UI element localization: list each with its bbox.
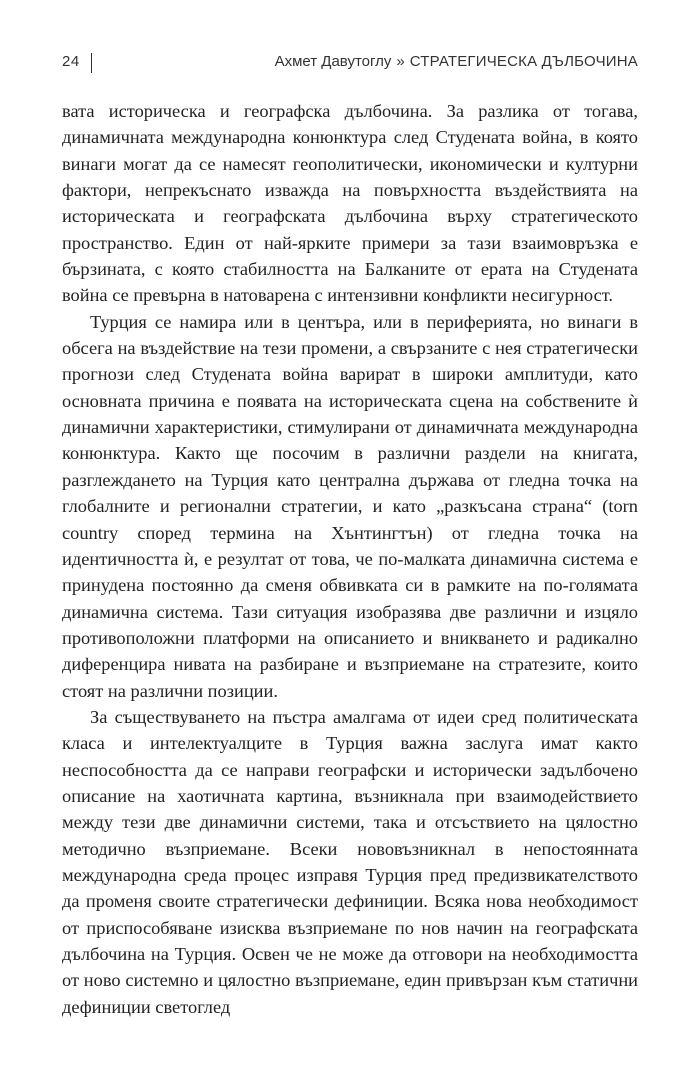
paragraph-continuation: вата историческа и географска дълбочина. За разлика от тогава, динамичната международна конюнктура след Студената война, в която винаги могат да се намесят геополитически, икономически и културни фактори, непрекъснато изважда на повърхността въздействията на историческата и географската дълбочина върху стратегическото пространство. Един от най-ярките примери за тази взаимовръзка е бързината, с която стабилността на Балканите от ерата на Студената война се превърна в натоварена с интензивни конфликти несигурност. [62,101,638,306]
header-author: Ахмет Давутоглу [274,53,392,70]
page-number: 24 [62,53,80,70]
paragraph: За съществуването на пъстра амалгама от идеи сред политическата класа и интелектуалците в Турция важна заслуга имат както неспособността да се направи географски и исторически задълбочено описание на хаотичната картина, възникнала при взаимодействието между тези две динамични системи, така и отсъствието на цялостно методично възприемане. Всеки нововъзникнал в непостоянната международна среда процес изправя Турция пред предизвикателството да променя своите стратегически дефиниции. Всяка нова необходимост от приспособяване изисква възприемане по нов начин на географската дълбочина на Турция. Освен че не може да отговори на необходимостта от ново системно и цялостно възприемане, един привързан към статични дефиниции светоглед [62,706,638,1017]
body-text [62,98,638,1020]
header-book-title: СТРАТЕГИЧЕСКА ДЪЛБОЧИНА [409,53,638,70]
header-separator: » [396,53,405,70]
header-text [275,53,638,70]
paragraph: Турция се намира или в центъра, или в периферията, но винаги в обсега на въздействие на тези промени, а свързаните с нея стратегически прогнози след Студената война варират в широки амплитуди, като основната причина е появата на историческата сцена на собствените ѝ динамични характеристики, стимулирани от динамичната международна конюнктура. Както ще посочим в различни раздели на книгата, разглеждането на Турция като централна държава от гледна точка на глобалните и регионални стратегии, и като „разкъсана страна“ (torn country според термина на Хънтингтън) от гледна точка на идентичността ѝ, е резултат от това, че по-малката динамична система е принудена постоянно да сменя обвивката си в рамките на по-голямата динамична система. Тази ситуация изобразява две различни и изцяло противоположни платформи на описанието и вникването и радикално диференцира нивата на разбиране и възприемане на стратезите, които стоят на различни позиции. [62,311,638,701]
running-head [62,53,638,77]
page-number-divider [91,53,92,73]
